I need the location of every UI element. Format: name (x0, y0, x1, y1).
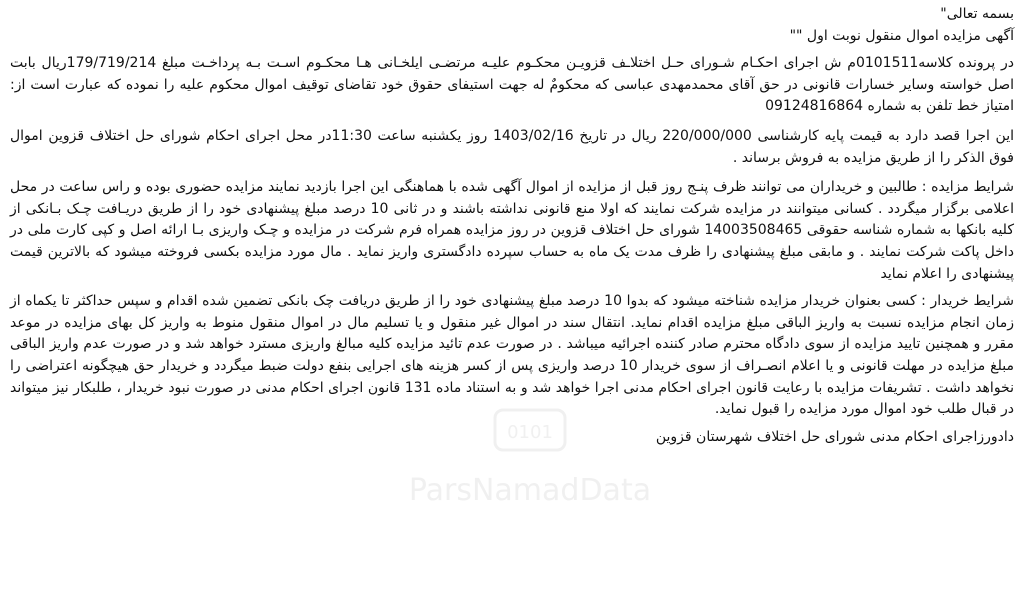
auction-conditions-paragraph: شرایط مزایده : طالبین و خریداران می توانند ظرف پنـج روز قبل از مزایده از اموال آگهی شده با هماهنگی این اجرا بازدید نمایند مزایده حضوری بوده و راس ساعت در محل اعلامی برگزار میگردد . کسانی میتوانند در مزایده شرکت نمایند که اولا منع قانونی نداشته باشند و در ثانی 10 درصد مبلغ پیشنهادی خود را از طریق دریـافت چـک بـانکی از کلیه بانکها به شماره شناسه حقوقی 14003508465 شورای حل اختلاف قزوین در روز مزایده همراه فرم شرکت در مزایده و چـک واریزی بـا ارائه اصل و کپی کارت ملی در داخل پاکت شرکت نمایند . و مابقی مبلغ پیشنهادی را ظرف مدت یک ماه به حساب سپرده دادگستری واریز نماید . مال مورد مزایده بکسی فروخته میشود که بالاترین قیمت پیشنهادی را اعلام نماید (10, 179, 1015, 282)
notice-title: آگهی مزایده اموال منقول نوبت اول "" (789, 27, 1014, 44)
signature-line: دادورزاجرای احکام مدنی شورای حل اختلاف شهرستان قزوین (655, 428, 1014, 445)
buyer-conditions-paragraph: شرایط خریدار : کسی بعنوان خریدار مزایده شناخته میشود که بدوا 10 درصد مبلغ پیشنهادی خود را از طریق دریافت چک بانکی تضمین شده اقدام و سپس حداکثر تا یکماه از زمان انجام مزایده نسبت به واریز الباقی مبلغ مزایده اقدام نماید. انتقال سند در اموال غیر منقول و یا تسلیم مال در اموال منقول منوط به واریز کل بهای مزایده در موعد مقرر و همچنین تایید مزایده از سوی دادگاه محترم صادر کننده اجرائیه میباشد . در صورت عدم تائید مزایده کلیه مبالغ واریزی مسترد خواهد شد و در صورت عدم واریز الباقی مبلغ مزایده در مهلت قانونی و یا اعلام انصـراف از سوی خریدار 10 درصد واریزی پس از کسر هزینه های اجرایی بنفع دولت ضبط میگردد و خریدار حق هیچگونه اعتراضی را نخواهد داشت . تشریفات مزایده با رعایت قانون اجرای احکام مدنی اجرا خواهد شد و به استناد ماده 131 قانون اجرای احکام مدنی در صورت نبود خریدار ، طلبکار نیز میتواند در قبال طلب خود اموال مورد مزایده را قبول نماید. (10, 293, 1014, 418)
svg-text:0101: 0101 (507, 422, 553, 443)
auction-schedule-paragraph: این اجرا قصد دارد به قیمت پایه کارشناسی 220/000/000 ریال در تاریخ 1403/02/16 روز یکشنبه ساعت 11:30در محل اجرای احکام شورای حل اختلاف قزوین اموال فوق الذکر را از طریق مزایده به فروش برساند . (10, 127, 1014, 166)
svg-text:ParsNamadData: ParsNamadData (408, 473, 652, 508)
bismillah-line: بسمه تعالی" (940, 6, 1014, 22)
case-paragraph: در پرونده کلاسه0101511م ش اجرای احکـام شـورای حـل اختلاـف قزویـن محکـوم علیـه مرتضـی ایلخـانی هـا محکـوم اسـت بـه پرداخـت مبلغ 179/719/214ریال بابت اصل خواسته وسایر خسارات قانونی در حق آقای محمدمهدی عباسی که محکومٌ له جهت استیفای حقوق خود تقاضای توقیف اموال محکوم علیه را نموده که عبارت است از: امتیاز خط تلفن به شماره 09124816864 (10, 55, 1014, 115)
